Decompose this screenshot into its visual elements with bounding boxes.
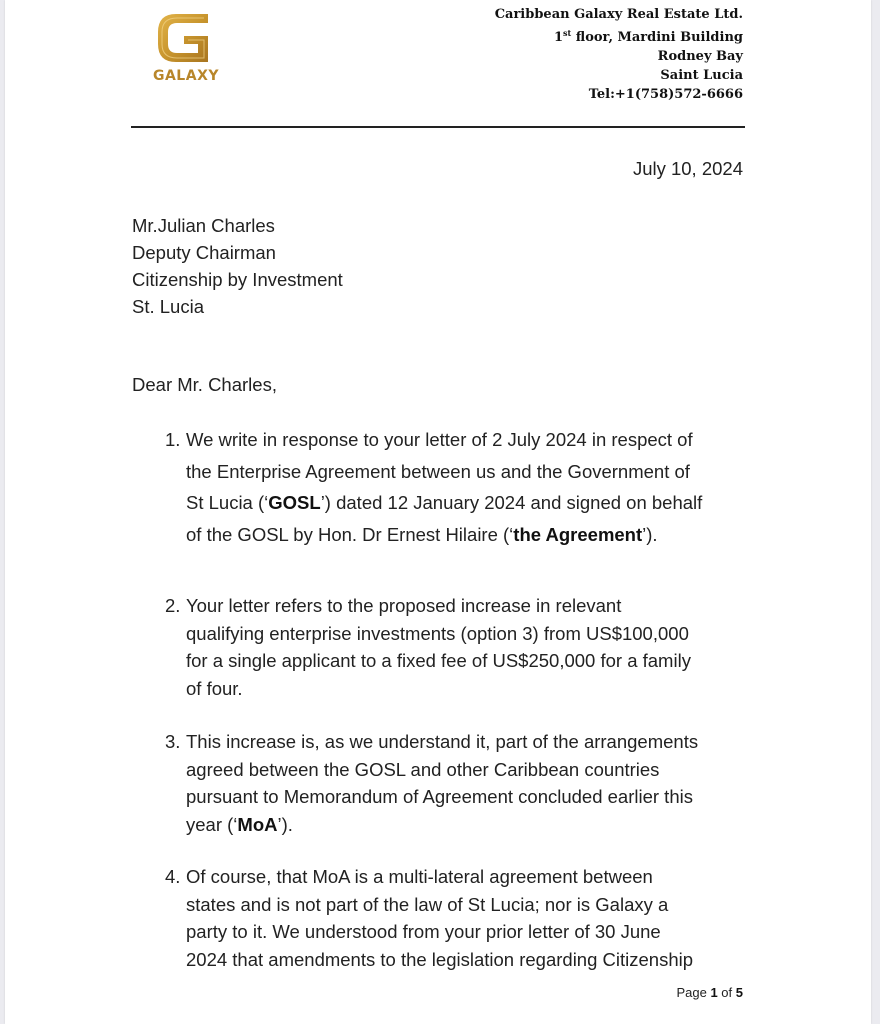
paragraph-line: for a single applicant to a fixed fee of US$250,000 for a family (186, 650, 691, 671)
paragraph-line: party to it. We understood from your prior letter of 30 June (186, 921, 661, 942)
logo-wordmark: GALAXY (152, 68, 219, 84)
paragraph-line: qualifying enterprise investments (option 3) from US$100,000 (186, 622, 689, 644)
paragraph-line: agreed between the GOSL and other Caribbean countries (186, 758, 660, 780)
defined-term-moa: MoA (237, 813, 278, 835)
paragraph-line: pursuant to Memorandum of Agreement concluded earlier this (186, 786, 693, 807)
paragraph-number: 2. (165, 595, 181, 616)
paragraph-line: This increase is, as we understand it, part of the arrangements (186, 731, 699, 752)
recipient-title: Deputy Chairman (132, 242, 276, 263)
paragraph-line: St Lucia (‘GOSL’) dated 12 January 2024 and signed on behalf (186, 492, 703, 513)
galaxy-logo (146, 10, 226, 90)
floor-suffix: st (563, 28, 572, 38)
letter-date: July 10, 2024 (632, 158, 743, 179)
company-name: Caribbean Galaxy Real Estate Ltd. (494, 7, 743, 22)
document-page (5, 0, 871, 1024)
paragraph-line: Of course, that MoA is a multi-lateral agreement between (186, 866, 653, 887)
defined-term-gosl: GOSL (268, 492, 321, 513)
recipient-location: St. Lucia (132, 296, 204, 317)
recipient-organization: Citizenship by Investment (132, 269, 343, 290)
page-number-footer: Page 1 of 5 (676, 985, 743, 1000)
defined-term-agreement: the Agreement (513, 523, 643, 545)
current-page: 1 (710, 985, 718, 1000)
paragraph-number: 3. (165, 731, 181, 752)
paragraph-body (186, 863, 766, 973)
galaxy-g-logo-icon (146, 10, 226, 66)
floor-number: 1 (553, 30, 564, 45)
paragraph-line: We write in response to your letter of 2 July 2024 in respect of (186, 429, 693, 450)
company-address-block (495, 5, 743, 104)
paragraph-body (186, 424, 766, 550)
address-area: Rodney Bay (657, 49, 743, 64)
paragraph-number: 4. (165, 866, 181, 887)
telephone: Tel:+1(758)572-6666 (588, 87, 743, 102)
paragraph-line: of four. (186, 677, 243, 699)
paragraph-body (186, 728, 766, 838)
header-divider (131, 126, 745, 128)
address-country: Saint Lucia (660, 68, 743, 83)
paragraph-line: Your letter refers to the proposed increase in relevant (186, 595, 622, 616)
address-floor (495, 24, 743, 47)
recipient-address (132, 212, 343, 320)
total-pages: 5 (735, 985, 743, 1000)
paragraph-line: states and is not part of the law of St Lucia; nor is Galaxy a (186, 893, 669, 915)
paragraph-line: year (‘MoA’). (186, 813, 293, 835)
paragraph-line: the Enterprise Agreement between us and the Government of (186, 460, 690, 482)
paragraph-body (186, 592, 766, 702)
salutation: Dear Mr. Charles, (132, 374, 277, 395)
recipient-name: Mr.Julian Charles (132, 215, 275, 236)
paragraph-line: of the GOSL by Hon. Dr Ernest Hilaire (‘the Agreement’). (186, 523, 658, 545)
paragraph-number: 1. (165, 429, 181, 450)
floor-rest: floor, Mardini Building (571, 30, 743, 45)
paragraph-line: 2024 that amendments to the legislation regarding Citizenship (186, 948, 694, 970)
